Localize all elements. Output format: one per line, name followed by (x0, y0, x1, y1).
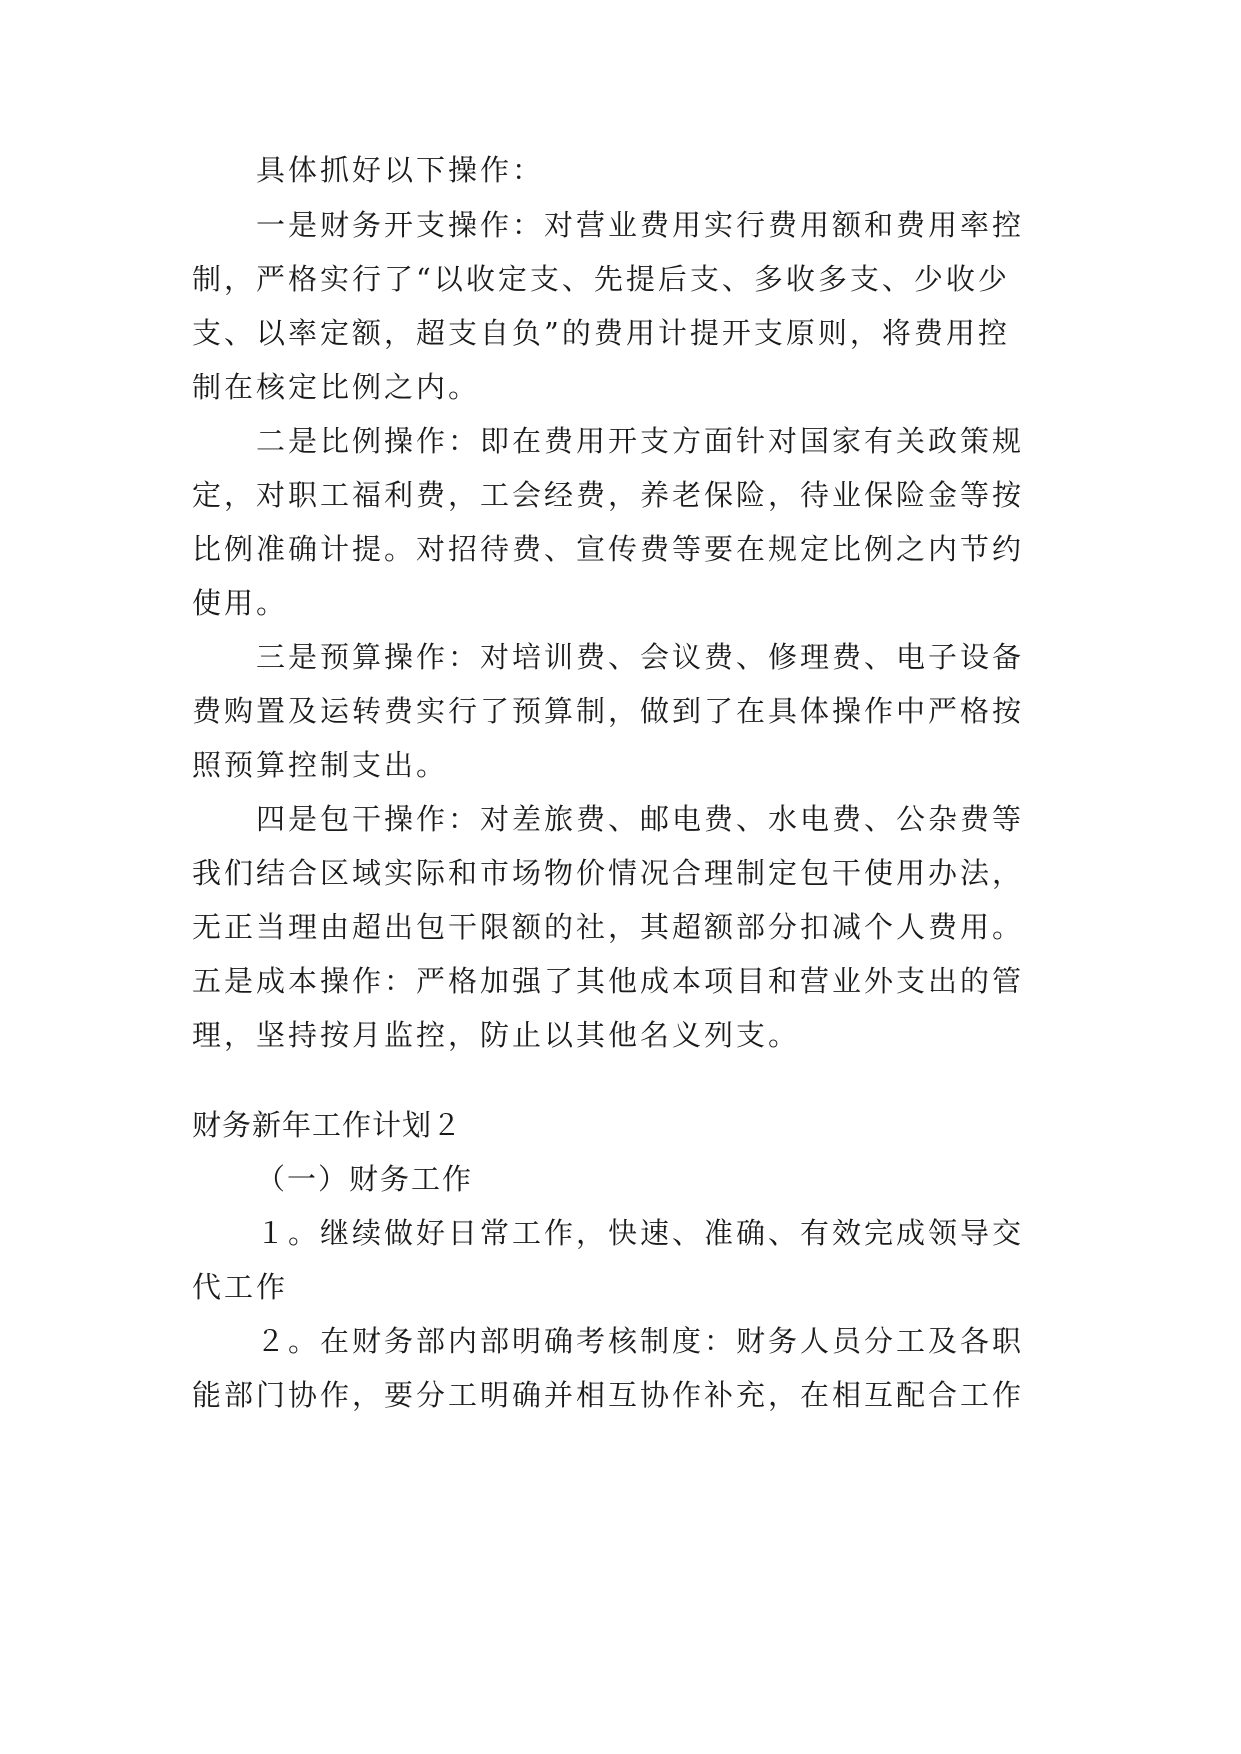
subsection-heading: （一）财务工作 (256, 1162, 474, 1196)
paragraph-line: 我们结合区域实际和市场物价情况合理制定包干使用办法， (192, 856, 1025, 890)
paragraph-line: 理，坚持按月监控，防止以其他名义列支。 (192, 1018, 801, 1052)
paragraph-line: 二是比例操作：即在费用开支方面针对国家有关政策规 (256, 424, 1025, 458)
list-item-line: ２。在财务部内部明确考核制度：财务人员分工及各职 (256, 1324, 1025, 1358)
paragraph-line: 支、以率定额，超支自负”的费用计提开支原则，将费用控 (192, 316, 1010, 350)
paragraph-line: 比例准确计提。对招待费、宣传费等要在规定比例之内节约 (192, 532, 1025, 566)
paragraph-line: 照预算控制支出。 (192, 748, 449, 782)
paragraph-line: 制，严格实行了“以收定支、先提后支、多收多支、少收少 (192, 262, 1010, 296)
paragraph-line: 费购置及运转费实行了预算制，做到了在具体操作中严格按 (192, 694, 1025, 728)
section-heading: 财务新年工作计划２ (192, 1108, 463, 1142)
paragraph-line: 制在核定比例之内。 (192, 370, 481, 404)
paragraph-line: 三是预算操作：对培训费、会议费、修理费、电子设备 (256, 640, 1025, 674)
paragraph-line: 定，对职工福利费，工会经费，养老保险，待业保险金等按 (192, 478, 1025, 512)
list-item-line: 代工作 (192, 1270, 289, 1304)
list-item-line: 能部门协作，要分工明确并相互协作补充，在相互配合工作 (192, 1378, 1025, 1412)
paragraph-line: 四是包干操作：对差旅费、邮电费、水电费、公杂费等 (256, 802, 1025, 836)
paragraph-intro: 具体抓好以下操作： (256, 153, 545, 187)
paragraph-line: 一是财务开支操作：对营业费用实行费用额和费用率控 (256, 208, 1025, 242)
list-item-line: １。继续做好日常工作，快速、准确、有效完成领导交 (256, 1216, 1025, 1250)
paragraph-line: 无正当理由超出包干限额的社，其超额部分扣减个人费用。 (192, 910, 1025, 944)
paragraph-line: 使用。 (192, 586, 289, 620)
paragraph-line: 五是成本操作：严格加强了其他成本项目和营业外支出的管 (192, 964, 1025, 998)
